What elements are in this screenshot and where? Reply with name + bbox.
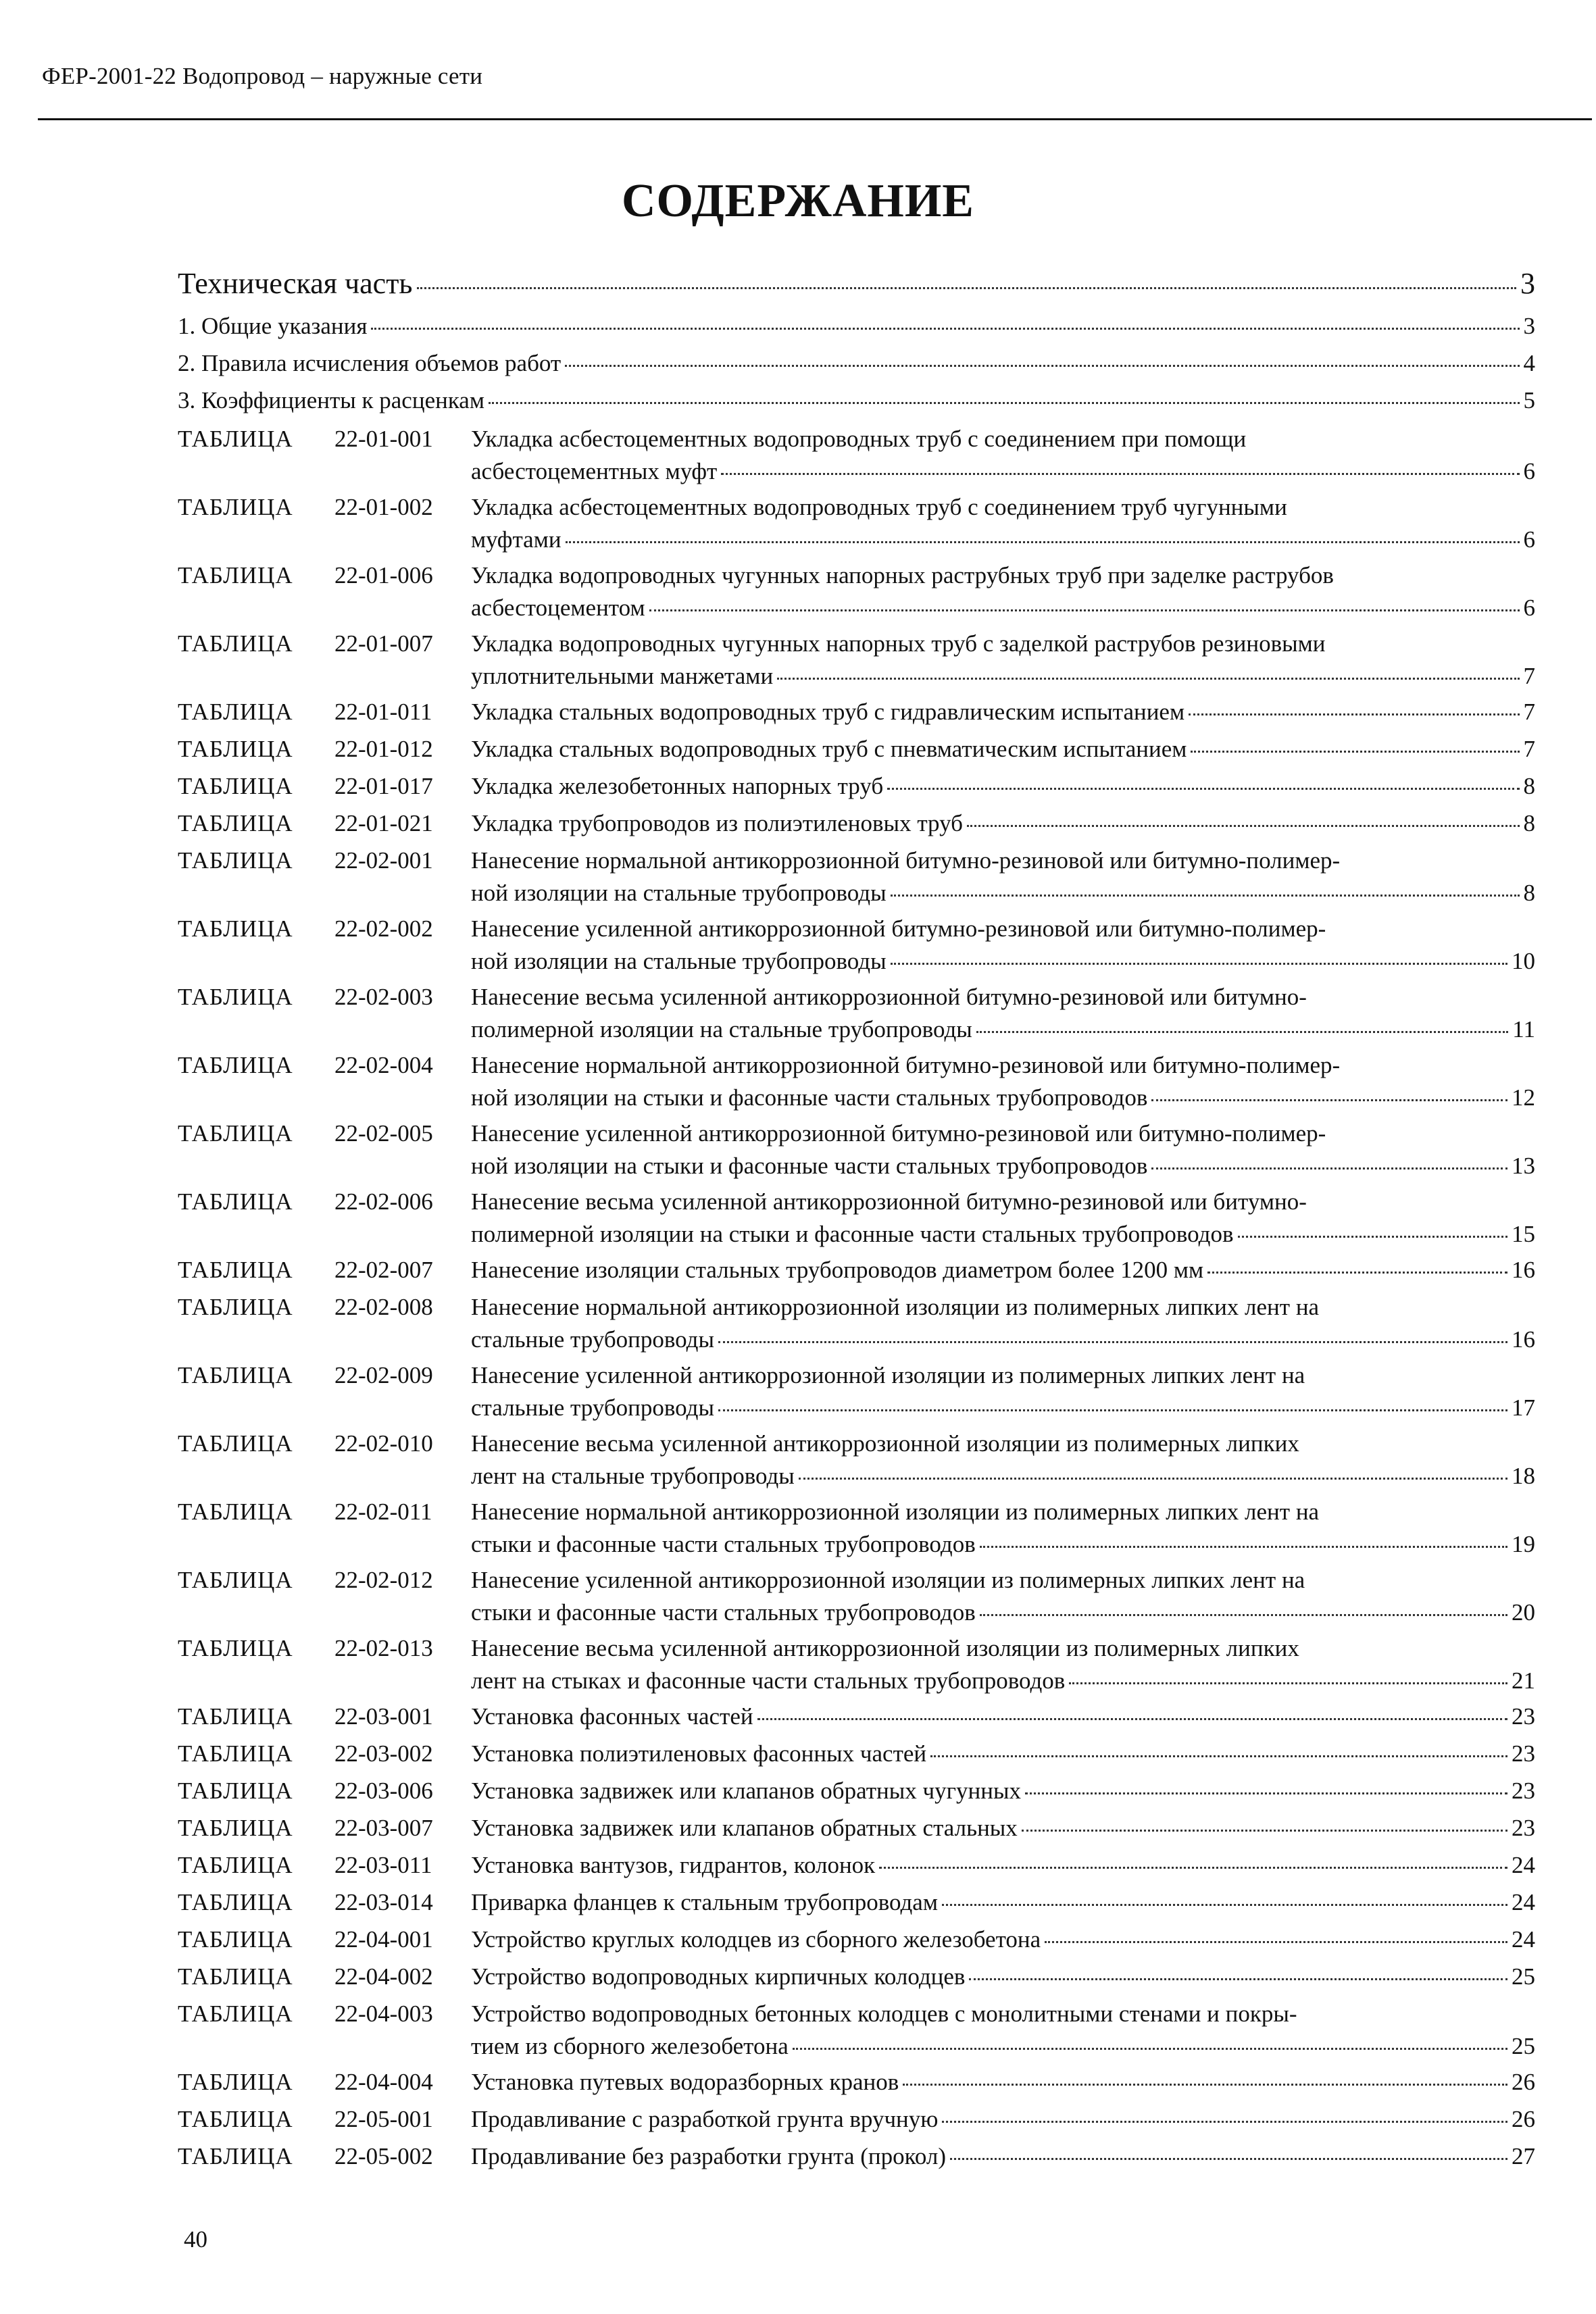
dot-leader	[649, 609, 1520, 611]
dot-leader	[417, 287, 1517, 289]
table-label: ТАБЛИЦА	[178, 494, 293, 520]
table-title-leader-line	[471, 1464, 1535, 1488]
table-title-text: Установка вантузов, гидрантов, колонок	[471, 1852, 876, 1878]
table-title-text: Укладка стальных водопроводных труб с гидравлическим испытанием	[471, 699, 1185, 725]
dot-leader	[942, 1904, 1507, 1906]
dot-leader	[1151, 1099, 1507, 1101]
table-title-page: 13	[1512, 1153, 1535, 1179]
table-title-text: Установка фасонных частей	[471, 1703, 753, 1730]
table-title-page: 10	[1512, 948, 1535, 974]
table-title-line: Нанесение усиленной антикоррозионной битумно-резиновой или битумно-полимер-	[471, 1120, 1326, 1147]
table-title-leader-line	[471, 811, 1535, 835]
toc-entry-text: Техническая часть	[178, 267, 413, 300]
table-label: ТАБЛИЦА	[178, 915, 293, 942]
table-title-leader-line	[471, 1816, 1535, 1840]
table-title-leader-line	[471, 1705, 1535, 1728]
table-label: ТАБЛИЦА	[178, 1815, 293, 1841]
table-label: ТАБЛИЦА	[178, 1778, 293, 1804]
table-label: ТАБЛИЦА	[178, 1889, 293, 1915]
table-title-text: уплотнительными манжетами	[471, 663, 774, 689]
table-title-page: 24	[1512, 1852, 1535, 1878]
table-title-line: Укладка водопроводных чугунных напорных раструбных труб при заделке раструбов	[471, 562, 1334, 588]
table-title-line: Нанесение нормальной антикоррозионной изоляции из полимерных липких лент на	[471, 1294, 1320, 1320]
table-title-text: Укладка трубопроводов из полиэтиленовых труб	[471, 810, 963, 836]
table-title-text: ной изоляции на стальные трубопроводы	[471, 948, 887, 974]
table-title-text: полимерной изоляции на стыки и фасонные части стальных трубопроводов	[471, 1221, 1234, 1247]
toc-entry-leader-line	[178, 388, 1535, 412]
table-code: 22-02-009	[334, 1362, 433, 1388]
table-title-page: 25	[1512, 1963, 1535, 1990]
table-label: ТАБЛИЦА	[178, 1635, 293, 1661]
table-label: ТАБЛИЦА	[178, 1294, 293, 1320]
table-code: 22-02-012	[334, 1567, 433, 1593]
table-title-page: 15	[1512, 1221, 1535, 1247]
table-label: ТАБЛИЦА	[178, 562, 293, 588]
table-code: 22-01-011	[334, 699, 432, 725]
table-label: ТАБЛИЦА	[178, 1852, 293, 1878]
table-code: 22-01-012	[334, 736, 433, 762]
table-label: ТАБЛИЦА	[178, 1963, 293, 1990]
table-title-text: Продавливание без разработки грунта (прокол)	[471, 2143, 947, 2169]
table-title-text: ной изоляции на стыки и фасонные части стальных трубопроводов	[471, 1153, 1148, 1179]
table-code: 22-03-002	[334, 1740, 433, 1767]
table-title-leader-line	[471, 2107, 1535, 2131]
table-code: 22-02-002	[334, 915, 433, 942]
table-title-leader-line	[471, 1258, 1535, 1282]
toc-entry-text: 1. Общие указания	[178, 313, 368, 339]
table-code: 22-01-006	[334, 562, 433, 588]
table-code: 22-03-006	[334, 1778, 433, 1804]
table-code: 22-02-003	[334, 984, 433, 1010]
dot-leader	[903, 2084, 1507, 2086]
table-label: ТАБЛИЦА	[178, 1499, 293, 1525]
table-code: 22-02-001	[334, 847, 433, 874]
dot-leader	[371, 328, 1519, 330]
table-code: 22-01-002	[334, 494, 433, 520]
dot-leader	[1069, 1682, 1507, 1684]
table-title-line: Нанесение усиленной антикоррозионной битумно-резиновой или битумно-полимер-	[471, 915, 1326, 942]
table-title-line: Нанесение весьма усиленной антикоррозионной битумно-резиновой или битумно-	[471, 984, 1307, 1010]
table-title-line: Нанесение весьма усиленной антикоррозионной изоляции из полимерных липких	[471, 1635, 1299, 1661]
toc-entry-text: 2. Правила исчисления объемов работ	[178, 350, 562, 376]
dot-leader	[891, 895, 1520, 897]
table-title-line: Нанесение нормальной антикоррозионной битумно-резиновой или битумно-полимер-	[471, 847, 1341, 874]
table-code: 22-02-005	[334, 1120, 433, 1147]
dot-leader	[721, 473, 1519, 475]
table-title-leader-line	[471, 1742, 1535, 1765]
table-label: ТАБЛИЦА	[178, 1567, 293, 1593]
table-title-page: 7	[1523, 699, 1535, 725]
table-title-leader-line	[471, 881, 1535, 905]
table-label: ТАБЛИЦА	[178, 810, 293, 836]
dot-leader	[1207, 1272, 1507, 1274]
table-title-line: Нанесение нормальной антикоррозионной битумно-резиновой или битумно-полимер-	[471, 1052, 1341, 1078]
table-title-text: ной изоляции на стальные трубопроводы	[471, 880, 887, 906]
dot-leader	[967, 825, 1520, 827]
table-label: ТАБЛИЦА	[178, 630, 293, 657]
toc-entry-text: 3. Коэффициенты к расценкам	[178, 387, 484, 413]
table-title-leader-line	[471, 1965, 1535, 1988]
table-title-leader-line	[471, 2034, 1535, 2058]
dot-leader	[980, 1614, 1507, 1616]
table-label: ТАБЛИЦА	[178, 1703, 293, 1730]
table-title-text: стыки и фасонные части стальных трубопроводов	[471, 1531, 976, 1557]
table-title-leader-line	[471, 1154, 1535, 1178]
toc-entry-page: 3	[1523, 313, 1535, 339]
table-title-page: 23	[1512, 1703, 1535, 1730]
table-title-page: 23	[1512, 1778, 1535, 1804]
table-title-leader-line	[471, 1396, 1535, 1419]
table-label: ТАБЛИЦА	[178, 773, 293, 799]
table-label: ТАБЛИЦА	[178, 2069, 293, 2095]
table-title-leader-line	[471, 949, 1535, 973]
table-title-leader-line	[471, 1532, 1535, 1556]
table-title-text: тием из сборного железобетона	[471, 2033, 789, 2059]
table-label: ТАБЛИЦА	[178, 426, 293, 452]
table-title-line: Нанесение весьма усиленной антикоррозионной битумно-резиновой или битумно-	[471, 1188, 1307, 1215]
table-title-leader-line	[471, 1928, 1535, 1951]
table-title-text: Укладка стальных водопроводных труб с пневматическим испытанием	[471, 736, 1187, 762]
table-title-leader-line	[471, 1890, 1535, 1914]
table-code: 22-03-001	[334, 1703, 433, 1730]
table-label: ТАБЛИЦА	[178, 1257, 293, 1283]
dot-leader	[777, 678, 1519, 680]
dot-leader	[1191, 751, 1519, 753]
table-title-page: 17	[1512, 1394, 1535, 1421]
table-title-line: Укладка асбестоцементных водопроводных труб с соединением при помощи	[471, 426, 1247, 452]
table-title-text: Установка путевых водоразборных кранов	[471, 2069, 899, 2095]
toc-entry-leader-line	[178, 314, 1535, 338]
table-code: 22-04-001	[334, 1926, 433, 1953]
table-code: 22-02-004	[334, 1052, 433, 1078]
table-title-page: 7	[1523, 736, 1535, 762]
table-title-page: 12	[1512, 1084, 1535, 1111]
table-code: 22-01-021	[334, 810, 433, 836]
dot-leader	[950, 2158, 1507, 2160]
toc-entry-leader-line	[178, 351, 1535, 375]
table-code: 22-02-010	[334, 1430, 433, 1457]
table-title-page: 8	[1523, 773, 1535, 799]
table-title-text: Приварка фланцев к стальным трубопроводам	[471, 1889, 938, 1915]
table-title-page: 19	[1512, 1531, 1535, 1557]
page-number: 40	[184, 2226, 207, 2253]
table-title-leader-line	[471, 459, 1535, 483]
table-title-text: Установка полиэтиленовых фасонных частей	[471, 1740, 927, 1767]
table-title-line: Укладка водопроводных чугунных напорных труб с заделкой раструбов резиновыми	[471, 630, 1326, 657]
table-title-text: стыки и фасонные части стальных трубопроводов	[471, 1599, 976, 1626]
table-title-leader-line	[471, 1853, 1535, 1877]
page-title: СОДЕРЖАНИЕ	[621, 175, 974, 227]
table-code: 22-05-001	[334, 2106, 433, 2132]
table-code: 22-01-001	[334, 426, 433, 452]
table-code: 22-01-007	[334, 630, 433, 657]
table-title-page: 11	[1512, 1016, 1535, 1042]
dot-leader	[980, 1546, 1507, 1548]
dot-leader	[942, 2121, 1507, 2123]
dot-leader	[930, 1755, 1507, 1757]
dot-leader	[489, 402, 1520, 404]
table-code: 22-05-002	[334, 2143, 433, 2169]
table-title-leader-line	[471, 1779, 1535, 1803]
table-title-page: 27	[1512, 2143, 1535, 2169]
dot-leader	[1189, 713, 1519, 715]
table-title-leader-line	[471, 774, 1535, 798]
table-label: ТАБЛИЦА	[178, 2143, 293, 2169]
dot-leader	[969, 1978, 1507, 1980]
dot-leader	[757, 1718, 1507, 1720]
table-title-page: 6	[1523, 595, 1535, 621]
table-title-text: полимерной изоляции на стальные трубопроводы	[471, 1016, 972, 1042]
table-label: ТАБЛИЦА	[178, 1188, 293, 1215]
table-title-leader-line	[471, 2144, 1535, 2168]
table-title-text: Установка задвижек или клапанов обратных чугунных	[471, 1778, 1021, 1804]
table-title-leader-line	[471, 528, 1535, 551]
table-title-page: 8	[1523, 810, 1535, 836]
toc-entry-leader-line	[178, 269, 1535, 299]
table-label: ТАБЛИЦА	[178, 699, 293, 725]
running-header: ФЕР-2001-22 Водопровод – наружные сети	[42, 63, 483, 89]
table-label: ТАБЛИЦА	[178, 1926, 293, 1953]
table-title-page: 8	[1523, 880, 1535, 906]
table-title-page: 21	[1512, 1667, 1535, 1694]
table-code: 22-04-004	[334, 2069, 433, 2095]
table-title-text: асбестоцементных муфт	[471, 458, 718, 484]
table-title-line: Укладка асбестоцементных водопроводных труб с соединением труб чугунными	[471, 494, 1287, 520]
table-title-line: Нанесение усиленной антикоррозионной изоляции из полимерных липких лент на	[471, 1362, 1305, 1388]
table-title-text: Установка задвижек или клапанов обратных стальных	[471, 1815, 1018, 1841]
table-title-page: 18	[1512, 1463, 1535, 1489]
table-title-page: 26	[1512, 2069, 1535, 2095]
table-title-leader-line	[471, 1601, 1535, 1624]
table-title-text: Устройство водопроводных кирпичных колодцев	[471, 1963, 966, 1990]
table-title-page: 16	[1512, 1326, 1535, 1353]
dot-leader	[799, 1478, 1507, 1480]
dot-leader	[718, 1409, 1507, 1411]
table-title-leader-line	[471, 700, 1535, 724]
table-code: 22-03-007	[334, 1815, 433, 1841]
table-title-text: Нанесение изоляции стальных трубопроводов диаметром более 1200 мм	[471, 1257, 1204, 1283]
dot-leader	[1238, 1236, 1507, 1238]
table-title-line: Нанесение весьма усиленной антикоррозионной изоляции из полимерных липких	[471, 1430, 1299, 1457]
table-title-leader-line	[471, 1086, 1535, 1109]
table-title-page: 6	[1523, 526, 1535, 553]
table-title-page: 24	[1512, 1926, 1535, 1953]
table-code: 22-04-003	[334, 2001, 433, 2027]
table-title-page: 16	[1512, 1257, 1535, 1283]
table-code: 22-03-011	[334, 1852, 432, 1878]
dot-leader	[1151, 1167, 1507, 1169]
table-title-page: 20	[1512, 1599, 1535, 1626]
dot-leader	[879, 1867, 1507, 1869]
table-title-page: 26	[1512, 2106, 1535, 2132]
table-label: ТАБЛИЦА	[178, 736, 293, 762]
table-title-page: 23	[1512, 1815, 1535, 1841]
table-label: ТАБЛИЦА	[178, 1430, 293, 1457]
table-code: 22-02-006	[334, 1188, 433, 1215]
dot-leader	[718, 1341, 1507, 1343]
dot-leader	[566, 541, 1520, 543]
table-label: ТАБЛИЦА	[178, 1362, 293, 1388]
table-title-text: муфтами	[471, 526, 562, 553]
table-title-line: Нанесение нормальной антикоррозионной изоляции из полимерных липких лент на	[471, 1499, 1320, 1525]
table-title-page: 24	[1512, 1889, 1535, 1915]
table-title-leader-line	[471, 737, 1535, 761]
table-label: ТАБЛИЦА	[178, 1740, 293, 1767]
table-label: ТАБЛИЦА	[178, 847, 293, 874]
table-title-text: стальные трубопроводы	[471, 1394, 714, 1421]
table-code: 22-04-002	[334, 1963, 433, 1990]
dot-leader	[565, 365, 1519, 367]
table-title-leader-line	[471, 596, 1535, 620]
table-label: ТАБЛИЦА	[178, 1052, 293, 1078]
table-title-text: лент на стальные трубопроводы	[471, 1463, 795, 1489]
dot-leader	[1045, 1941, 1507, 1943]
table-title-text: асбестоцементом	[471, 595, 645, 621]
table-title-text: стальные трубопроводы	[471, 1326, 714, 1353]
dot-leader	[793, 2048, 1507, 2050]
table-title-text: ной изоляции на стыки и фасонные части стальных трубопроводов	[471, 1084, 1148, 1111]
table-title-leader-line	[471, 1017, 1535, 1041]
table-code: 22-02-013	[334, 1635, 433, 1661]
table-label: ТАБЛИЦА	[178, 984, 293, 1010]
table-title-text: Укладка железобетонных напорных труб	[471, 773, 884, 799]
toc-entry-page: 3	[1520, 267, 1535, 300]
table-code: 22-03-014	[334, 1889, 433, 1915]
table-code: 22-02-011	[334, 1499, 432, 1525]
table-code: 22-02-008	[334, 1294, 433, 1320]
dot-leader	[891, 963, 1507, 965]
table-title-line: Устройство водопроводных бетонных колодцев с монолитными стенами и покры-	[471, 2001, 1297, 2027]
table-title-leader-line	[471, 664, 1535, 688]
dot-leader	[1022, 1830, 1507, 1832]
table-title-leader-line	[471, 1222, 1535, 1246]
table-title-page: 7	[1523, 663, 1535, 689]
table-title-page: 6	[1523, 458, 1535, 484]
table-label: ТАБЛИЦА	[178, 2001, 293, 2027]
table-title-line: Нанесение усиленной антикоррозионной изоляции из полимерных липких лент на	[471, 1567, 1305, 1593]
toc-entry-page: 5	[1523, 387, 1535, 413]
table-title-leader-line	[471, 1669, 1535, 1692]
dot-leader	[887, 788, 1519, 790]
table-title-text: Устройство круглых колодцев из сборного железобетона	[471, 1926, 1041, 1953]
table-title-leader-line	[471, 1328, 1535, 1351]
table-label: ТАБЛИЦА	[178, 1120, 293, 1147]
table-title-text: лент на стыках и фасонные части стальных трубопроводов	[471, 1667, 1066, 1694]
table-title-page: 25	[1512, 2033, 1535, 2059]
dot-leader	[1025, 1792, 1507, 1794]
table-code: 22-02-007	[334, 1257, 433, 1283]
table-title-leader-line	[471, 2070, 1535, 2094]
table-label: ТАБЛИЦА	[178, 2106, 293, 2132]
table-code: 22-01-017	[334, 773, 433, 799]
table-title-text: Продавливание с разработкой грунта вручную	[471, 2106, 939, 2132]
toc-entry-page: 4	[1523, 350, 1535, 376]
table-title-page: 23	[1512, 1740, 1535, 1767]
dot-leader	[976, 1031, 1509, 1033]
